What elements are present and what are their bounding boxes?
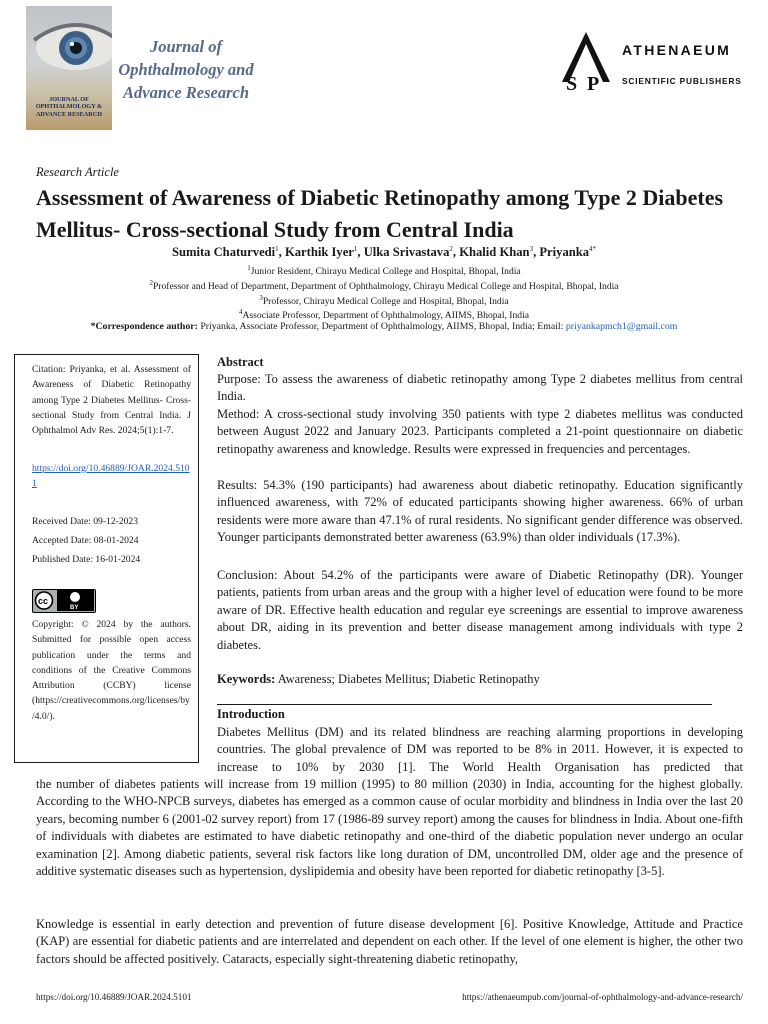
article-type: Research Article [36, 165, 119, 179]
svg-text:BY: BY [70, 605, 79, 611]
footer-doi[interactable]: https://doi.org/10.46889/JOAR.2024.5101 [36, 992, 192, 1002]
copyright-notice: Copyright: © 2024 by the authors. Submitted for possible open access publication under the terms and conditions of the Creative Commons Attribution (CCBY) license (https://creativecommons.org/licenses/by/4.0/). [32, 619, 191, 722]
svg-text:P: P [587, 73, 600, 92]
introduction-heading: Introduction [217, 707, 285, 721]
abstract-method: Method: A cross-sectional study involving 350 patients with type 2 diabetes mellitus was conducted between August 2022 and January 2023. Participants completed a 21-point questionnaire on diabetic retinopathy awareness and knowledge. Results were expressed in frequencies and percentages. [217, 407, 743, 456]
introduction-paragraph-1b: the number of diabetes patients will increase from 19 million (1995) to 80 million (2030) in India, accounting for the highest globally. According to the WHO-NPCB surveys, diabetes has emerged as a common cause of ocular morbidity and blindness in India over the last 20 years, becoming number 6 (2001-02 survey report) from 17 (1986-89 survey report) among the causes for blindness in India. About one-fifth of individuals with diabetes are estimated to have diabetic retinopathy and one-third of the diabetic population never undergo an ocular examination [2]. Among diabetic patients, several risk factors like long duration of DM, uncontrolled DM, older age and the presence of additive systematic diseases such as hypertension, dyslipidemia and obesity have been reported for diabetic retinopathy [3-5]. [36, 777, 743, 879]
eye-illustration [26, 10, 112, 90]
footer-url[interactable]: https://athenaeumpub.com/journal-of-ophthalmology-and-advance-research/ [462, 992, 743, 1002]
article-title: Assessment of Awareness of Diabetic Retinopathy among Type 2 Diabetes Mellitus- Cross-sectional Study from Central India [36, 185, 724, 242]
doi-link[interactable]: https://doi.org/10.46889/JOAR.2024.5101 [32, 463, 190, 490]
abstract-results: Results: 54.3% (190 participants) had awareness about diabetic retinopathy. Education significantly influenced awareness, with 72% of educated participants showing higher awareness. 66% of urban residents were more aware than 47.1% of rural residents. No significant gender difference was observed. Younger participants demonstrated better awareness (63.9%) than older individuals (17.3%). [217, 478, 743, 545]
svg-text:S: S [566, 73, 578, 92]
abstract-purpose: Purpose: To assess the awareness of diabetic retinopathy among Type 2 diabetes mellitus from central India. [217, 372, 743, 404]
received-date: Received Date: 09-12-2023 [32, 516, 139, 527]
abstract-conclusion: Conclusion: About 54.2% of the participants were aware of Diabetic Retinopathy (DR). Younger patients, patients from urban areas and the group with a higher level of education were found to be more aware of DR. Effective health education and regular eye screenings are essential to improve awareness about DR, aiding in its prevention and better disease management among individuals with type 2 diabetes. [217, 568, 743, 652]
svg-text:cc: cc [38, 596, 49, 606]
abstract-heading: Abstract [217, 355, 264, 369]
cc-by-license-icon[interactable] [32, 589, 96, 613]
author: Sumita Chaturvedi [171, 245, 276, 260]
affiliation-2: $^2$Professor and Head of Department, Department of Ophthalmology, Chirayu Medical College and Hospital, Bhopal, India [149, 279, 619, 293]
affiliation-1: $^1$Junior Resident, Chirayu Medical College and Hospital, Bhopal, India [247, 264, 521, 278]
accepted-date: Accepted Date: 08-01-2024 [32, 535, 139, 546]
correspondence: *Correspondence author: Priyanka, Associate Professor, Department of Ophthalmology, AIIMS, Bhopal, India; Email: priyankapmch1@gmail.com [90, 321, 678, 332]
journal-cover-image [26, 6, 112, 130]
section-divider [217, 704, 712, 705]
affiliation-3: $^3$Professor, Chirayu Medical College and Hospital, Bhopal, India [259, 294, 509, 308]
publisher-name: ATHENAEUM [622, 42, 732, 58]
article-info-sidebar [14, 354, 199, 763]
author: Karthik Iyer [284, 245, 354, 260]
author-list: Sumita Chaturvedi$^1$, Karthik Iyer$^1$, Ulka Srivastava$^2$, Khalid Khan$^3$, Priyanka$^{4*}$ [171, 245, 597, 260]
publisher-subtitle: SCIENTIFIC PUBLISHERS [622, 76, 742, 86]
affiliation-4: $^4$Associate Professor, Department of Ophthalmology, AIIMS, Bhopal, India [239, 308, 529, 322]
introduction-paragraph-1a: Diabetes Mellitus (DM) and its related blindness are reaching alarming proportions in developing countries. The global prevalence of DM was reported to be 8% in 2011. However, it is expected to increase to 10% by 2030 [1]. The World Health Organisation has predicted that [217, 725, 743, 774]
author: Khalid Khan [459, 245, 530, 260]
cover-title: JOURNAL OF OPHTHALMOLOGY & ADVANCE RESEARCH [35, 96, 103, 118]
athenaeum-logo-icon [556, 30, 616, 92]
published-date: Published Date: 16-01-2024 [32, 554, 141, 565]
author: Priyanka [539, 245, 590, 260]
introduction-paragraph-2: Knowledge is essential in early detection and prevention of future disease development [6]. Positive Knowledge, Attitude and Practice (KAP) are essential for diabetic patients and are interrelated and dependent on each other. If the level of one element is higher, the other two factors should be affected positively. Cataracts, especially sight-threatening diabetic retinopathy, [36, 917, 743, 966]
citation: Citation: Priyanka, et al. Assessment of Awareness of Diabetic Retinopathy among Type 2 Diabetes Mellitus- Cross-sectional Study from Central India. J Ophthalmol Adv Res. 2024;5(1):1-7. [32, 364, 191, 437]
keywords: Keywords: Awareness; Diabetes Mellitus; Diabetic Retinopathy [217, 672, 540, 686]
email-link[interactable]: priyankapmch1@gmail.com [565, 321, 678, 332]
journal-title: Journal of Ophthalmology and Advance Research [118, 37, 254, 102]
author: Ulka Srivastava [363, 245, 450, 260]
